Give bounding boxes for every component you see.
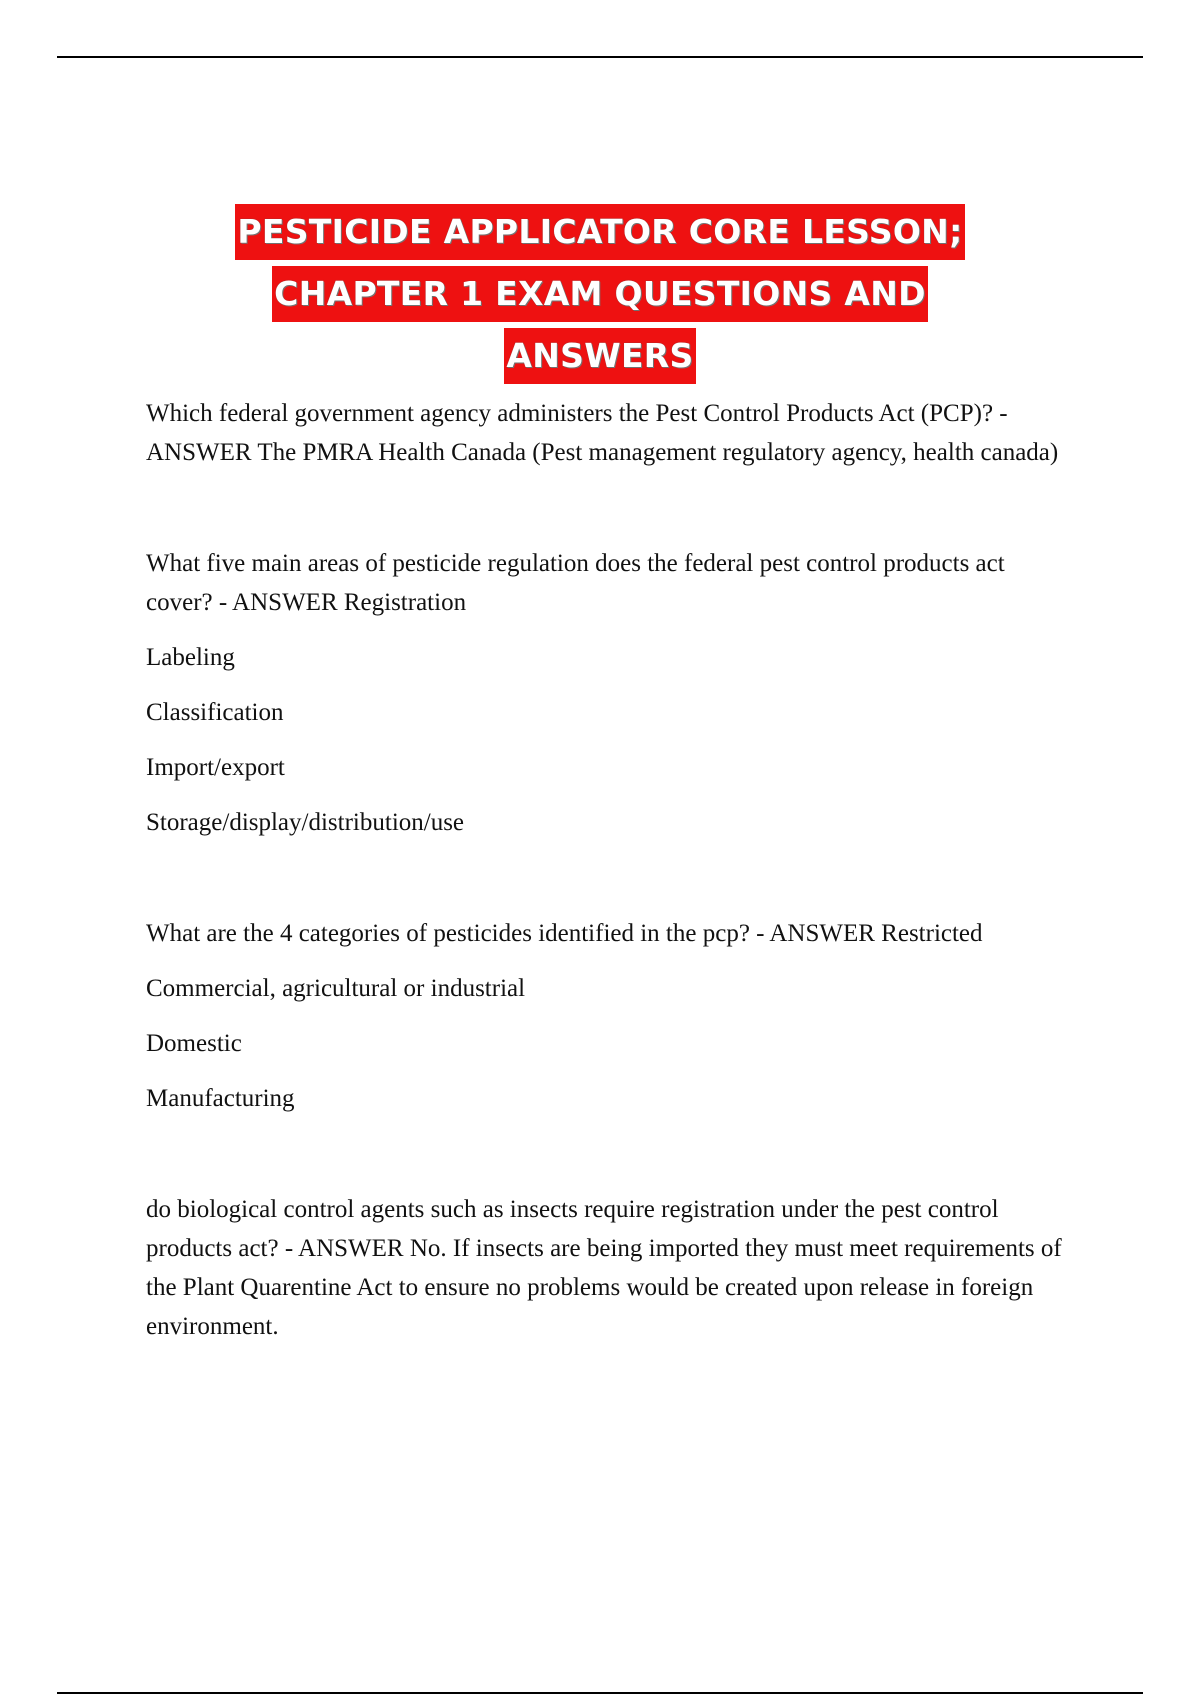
qa-question: What are the 4 categories of pesticides identified in the pcp? - ANSWER Restricted — [146, 920, 983, 947]
qa-question: Which federal government agency administers the Pest Control Products Act (PCP)? - ANSWER The PMRA Health Canada (Pest management regulatory agency, health canada) — [146, 400, 1059, 466]
qa-item-2 — [146, 544, 1066, 842]
qa-question: do biological control agents such as insects require registration under the pest control products act? - ANSWER No. If insects are being imported they must meet requirements of the Plant Quarentine Act to ensure no problems would be created upon release in foreign environment. — [146, 1196, 1062, 1340]
page-bottom-rule — [57, 1692, 1143, 1694]
qa-answer-line: Labeling — [146, 644, 235, 671]
qa-answer-line: Storage/display/distribution/use — [146, 809, 465, 836]
document-title — [150, 202, 1050, 388]
qa-answer-line: Commercial, agricultural or industrial — [146, 975, 526, 1002]
title-line-2: CHAPTER 1 EXAM QUESTIONS AND — [272, 266, 928, 322]
qa-question: What five main areas of pesticide regulation does the federal pest control products act cover? - ANSWER Registration — [146, 550, 1005, 616]
qa-answer-line: Classification — [146, 699, 284, 726]
qa-content — [146, 394, 1066, 1418]
page-top-rule — [57, 56, 1143, 58]
title-line-3: ANSWERS — [504, 328, 695, 384]
qa-item-3 — [146, 914, 1066, 1118]
qa-item-4 — [146, 1190, 1066, 1346]
qa-answer-line: Import/export — [146, 754, 285, 781]
qa-item-1 — [146, 394, 1066, 472]
qa-answer-line: Manufacturing — [146, 1085, 295, 1112]
title-line-1: PESTICIDE APPLICATOR CORE LESSON; — [235, 204, 964, 260]
qa-answer-line: Domestic — [146, 1030, 242, 1057]
